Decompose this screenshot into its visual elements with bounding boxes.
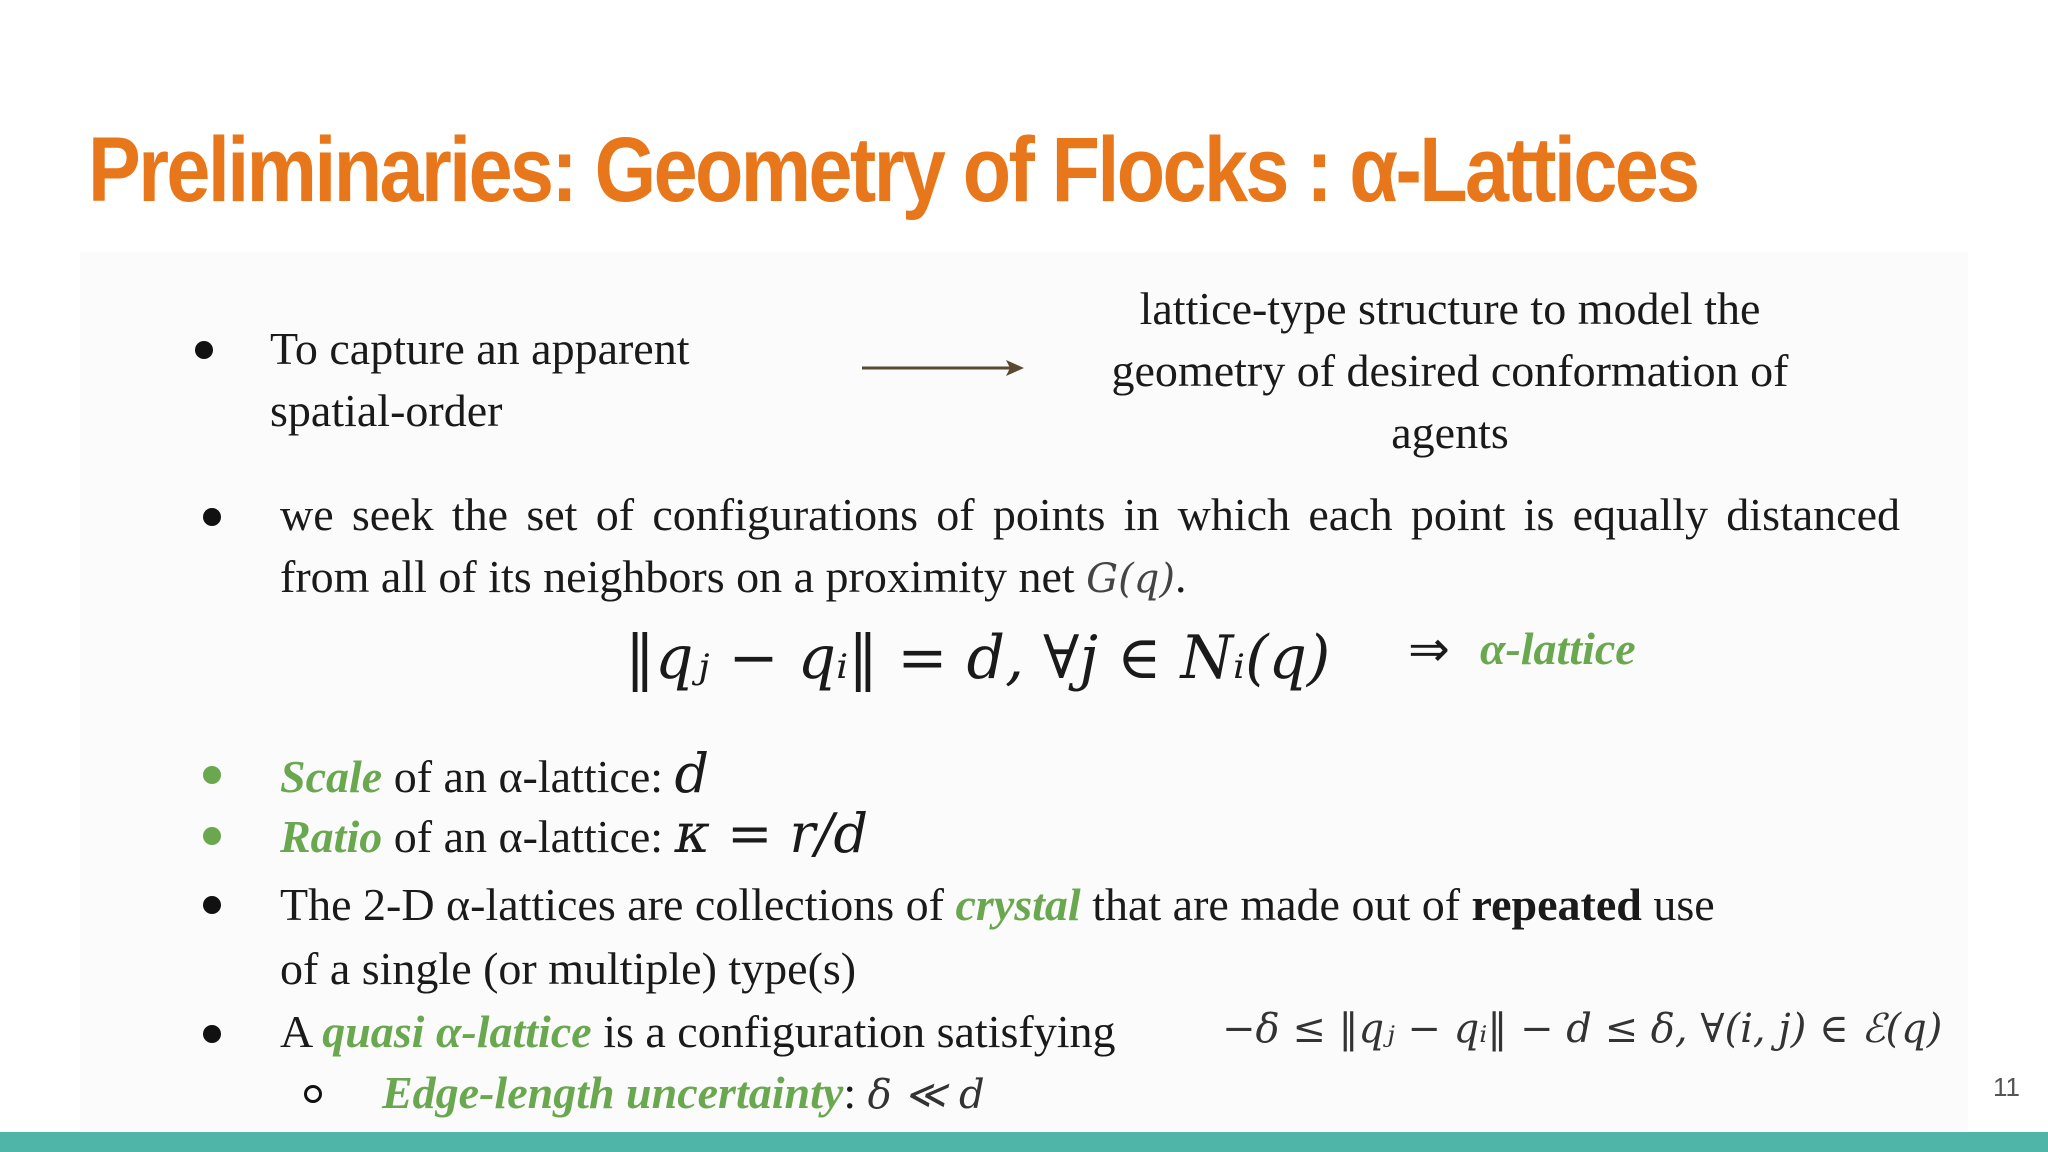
slide-title: Preliminaries: Geometry of Flocks : α-Lattices — [88, 119, 1698, 221]
bullet5-text-b: that are made out of — [1092, 879, 1461, 930]
bullet5-text-a: The 2-D α-lattices are collections of — [280, 879, 944, 930]
scale-text: of an α-lattice: — [393, 751, 664, 802]
bullet-dot — [195, 341, 213, 359]
edge-uncertainty-math: δ ≪ d — [867, 1072, 985, 1118]
ratio-text: of an α-lattice: — [393, 811, 664, 862]
scale-math: d — [674, 742, 710, 805]
bullet1-line2: spatial-order — [270, 385, 503, 436]
bullet4-text — [280, 803, 868, 868]
bullet1-line1: To capture an apparent — [270, 323, 690, 374]
sub-bullet-colon: : — [843, 1067, 857, 1118]
bullet2-text — [280, 484, 1900, 610]
graph-symbol: G(q) — [1086, 556, 1175, 602]
bullet6-a: A — [280, 1006, 311, 1057]
bullet1-result-line3: agents — [1391, 407, 1509, 458]
ratio-label: Ratio — [280, 811, 383, 862]
sub-bullet-circle — [304, 1085, 322, 1103]
bullet-dot — [203, 1025, 221, 1043]
ratio-math: κ = r/d — [674, 802, 869, 865]
bullet5-line2: of a single (or multiple) type(s) — [280, 943, 857, 994]
repeated-label: repeated — [1471, 879, 1642, 930]
bullet1-result-line2: geometry of desired conformation of — [1111, 345, 1789, 396]
bullet1-result-line1: lattice-type structure to model the — [1139, 283, 1761, 334]
page-number: 11 — [1993, 1072, 2020, 1102]
edge-uncertainty-label: Edge-length uncertainty — [382, 1067, 844, 1118]
quasi-lattice-inequality: −δ ≤ ‖qⱼ − qᵢ‖ − d ≤ δ, ∀(i, j) ∈ ℰ(q) — [1222, 1006, 1943, 1052]
bullet5-line1 — [280, 874, 1715, 936]
bullet3-text — [280, 743, 709, 808]
sub-bullet-text — [382, 1062, 985, 1126]
right-arrow-icon — [860, 356, 1026, 380]
bullet6-text — [280, 1001, 1115, 1063]
lattice-equation: ‖qⱼ − qᵢ‖ = d, ∀j ∈ Nᵢ(q) — [625, 623, 1331, 693]
quasi-lattice-label: quasi α-lattice — [322, 1006, 592, 1057]
bullet5-text-c: use — [1653, 879, 1715, 930]
bullet2-body: we seek the set of configurations of points in which each point is equally distanced from all of its neighbors on a proximity net — [280, 489, 1900, 602]
bullet6-b: is a configuration satisfying — [603, 1006, 1116, 1057]
bullet-dot — [203, 827, 221, 845]
implies-symbol: ⇒ — [1408, 621, 1450, 677]
footer-bar — [0, 1132, 2048, 1152]
scale-label: Scale — [280, 751, 383, 802]
crystal-label: crystal — [955, 879, 1081, 930]
bullet-dot — [203, 508, 221, 526]
alpha-lattice-label: α-lattice — [1480, 623, 1636, 674]
bullet2-period: . — [1174, 551, 1187, 602]
bullet-dot — [203, 896, 221, 914]
bullet-dot — [203, 766, 221, 784]
bullet1-result — [1050, 278, 1850, 464]
